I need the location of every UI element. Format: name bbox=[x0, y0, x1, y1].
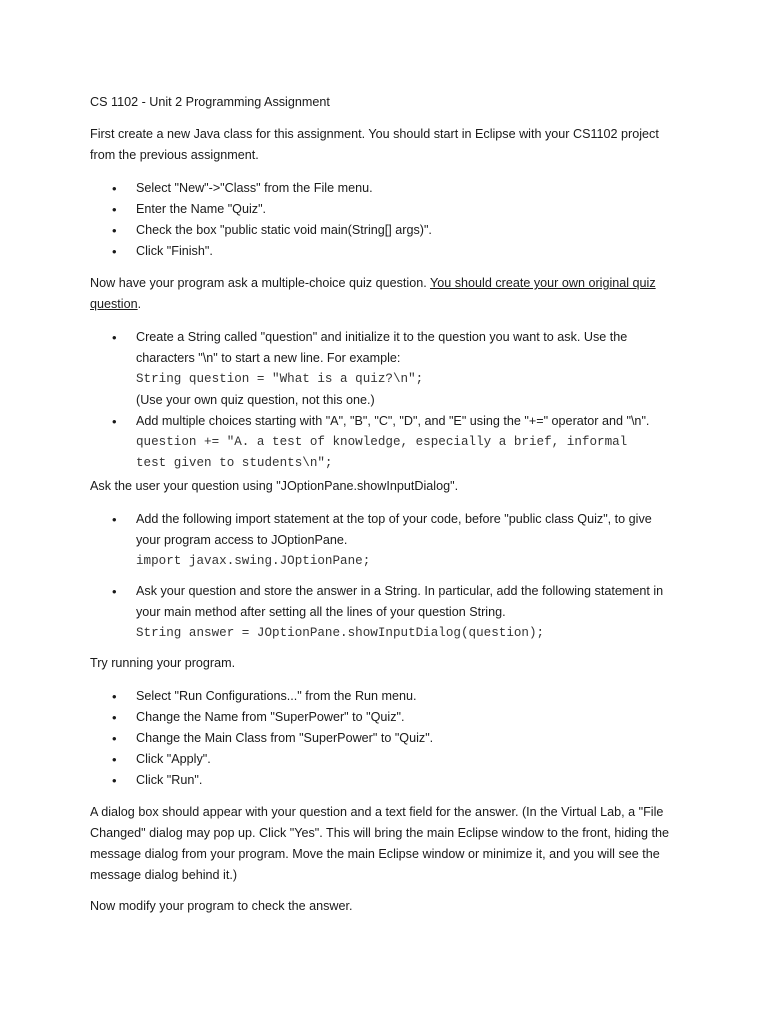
intro-line: from the previous assignment. bbox=[90, 148, 259, 162]
list-item: • Change the Main Class from "SuperPower" to "Quiz". bbox=[90, 728, 690, 749]
step-line: • Add the following import statement at the top of your code, before "public class Quiz", to give bbox=[136, 512, 652, 526]
quiz-intro-line bbox=[90, 273, 690, 294]
code-snippet: String answer = JOptionPane.showInputDialog(question); bbox=[136, 626, 545, 640]
dialog-line: message dialog behind it.) bbox=[90, 868, 238, 882]
list-item: • Change the Name from "SuperPower" to "Quiz". bbox=[90, 707, 690, 728]
list-item bbox=[90, 509, 690, 572]
code-snippet: String question = "What is a quiz?\n"; bbox=[136, 372, 424, 386]
dialog-line: Changed" dialog may pop up. Click "Yes". This will bring the main Eclipse window to the front, hiding the bbox=[90, 826, 670, 840]
intro-line: First create a new Java class for this assignment. You should start in Eclipse with your CS1102 project bbox=[90, 127, 659, 141]
step-line: characters "\n" to start a new line. For example: bbox=[136, 351, 401, 365]
quiz-intro-line bbox=[90, 294, 690, 315]
list-item: • Click "Finish". bbox=[90, 241, 690, 262]
quiz-intro-end: . bbox=[137, 297, 142, 311]
step-note: (Use your own quiz question, not this one.) bbox=[136, 393, 375, 407]
list-item bbox=[90, 327, 690, 411]
list-item: • Select "New"->"Class" from the File menu. bbox=[90, 178, 690, 199]
step-line: your program access to JOptionPane. bbox=[136, 533, 348, 547]
step-line: • Add multiple choices starting with "A", "B", "C", "D", and "E" using the "+=" operator and "\n". bbox=[136, 414, 650, 428]
list-item bbox=[90, 581, 690, 644]
final-line: Now modify your program to check the answer. bbox=[90, 899, 353, 913]
list-item: • Select "Run Configurations..." from the Run menu. bbox=[90, 686, 690, 707]
list-item: • Click "Run". bbox=[90, 770, 690, 791]
answer-step bbox=[90, 581, 690, 644]
quiz-intro-text: Now have your program ask a multiple-choice quiz question. bbox=[90, 276, 430, 290]
dialog-line: A dialog box should appear with your question and a text field for the answer. (In the Virtual Lab, a "File bbox=[90, 805, 664, 819]
create-class-steps bbox=[90, 178, 690, 262]
code-snippet: import javax.swing.JOptionPane; bbox=[136, 554, 371, 568]
ask-heading: Ask the user your question using "JOptionPane.showInputDialog". bbox=[90, 479, 459, 493]
quiz-intro-emphasis: You should create your own original quiz bbox=[429, 276, 656, 290]
dialog-paragraph bbox=[90, 802, 690, 886]
step-line: • Ask your question and store the answer in a String. In particular, add the following statement in bbox=[136, 584, 664, 598]
code-snippet: question += "A. a test of knowledge, especially a brief, informal test given to students\n"; bbox=[136, 435, 628, 470]
intro-paragraph bbox=[90, 124, 690, 166]
run-heading: Try running your program. bbox=[90, 656, 236, 670]
import-step bbox=[90, 509, 690, 572]
run-steps bbox=[90, 686, 690, 791]
quiz-steps bbox=[90, 327, 690, 474]
step-line: • Create a String called "question" and initialize it to the question you want to ask. Use the bbox=[136, 330, 628, 344]
quiz-intro-emphasis: question bbox=[90, 297, 138, 311]
quiz-intro-paragraph bbox=[90, 273, 690, 315]
list-item bbox=[90, 411, 690, 474]
dialog-line: message dialog from your program. Move the main Eclipse window or minimize it, and you will see the bbox=[90, 847, 660, 861]
document-title: CS 1102 - Unit 2 Programming Assignment bbox=[90, 95, 330, 109]
step-line: your main method after setting all the lines of your question String. bbox=[136, 605, 506, 619]
list-item: • Click "Apply". bbox=[90, 749, 690, 770]
list-item: • Check the box "public static void main(String[] args)". bbox=[90, 220, 690, 241]
list-item: • Enter the Name "Quiz". bbox=[90, 199, 690, 220]
